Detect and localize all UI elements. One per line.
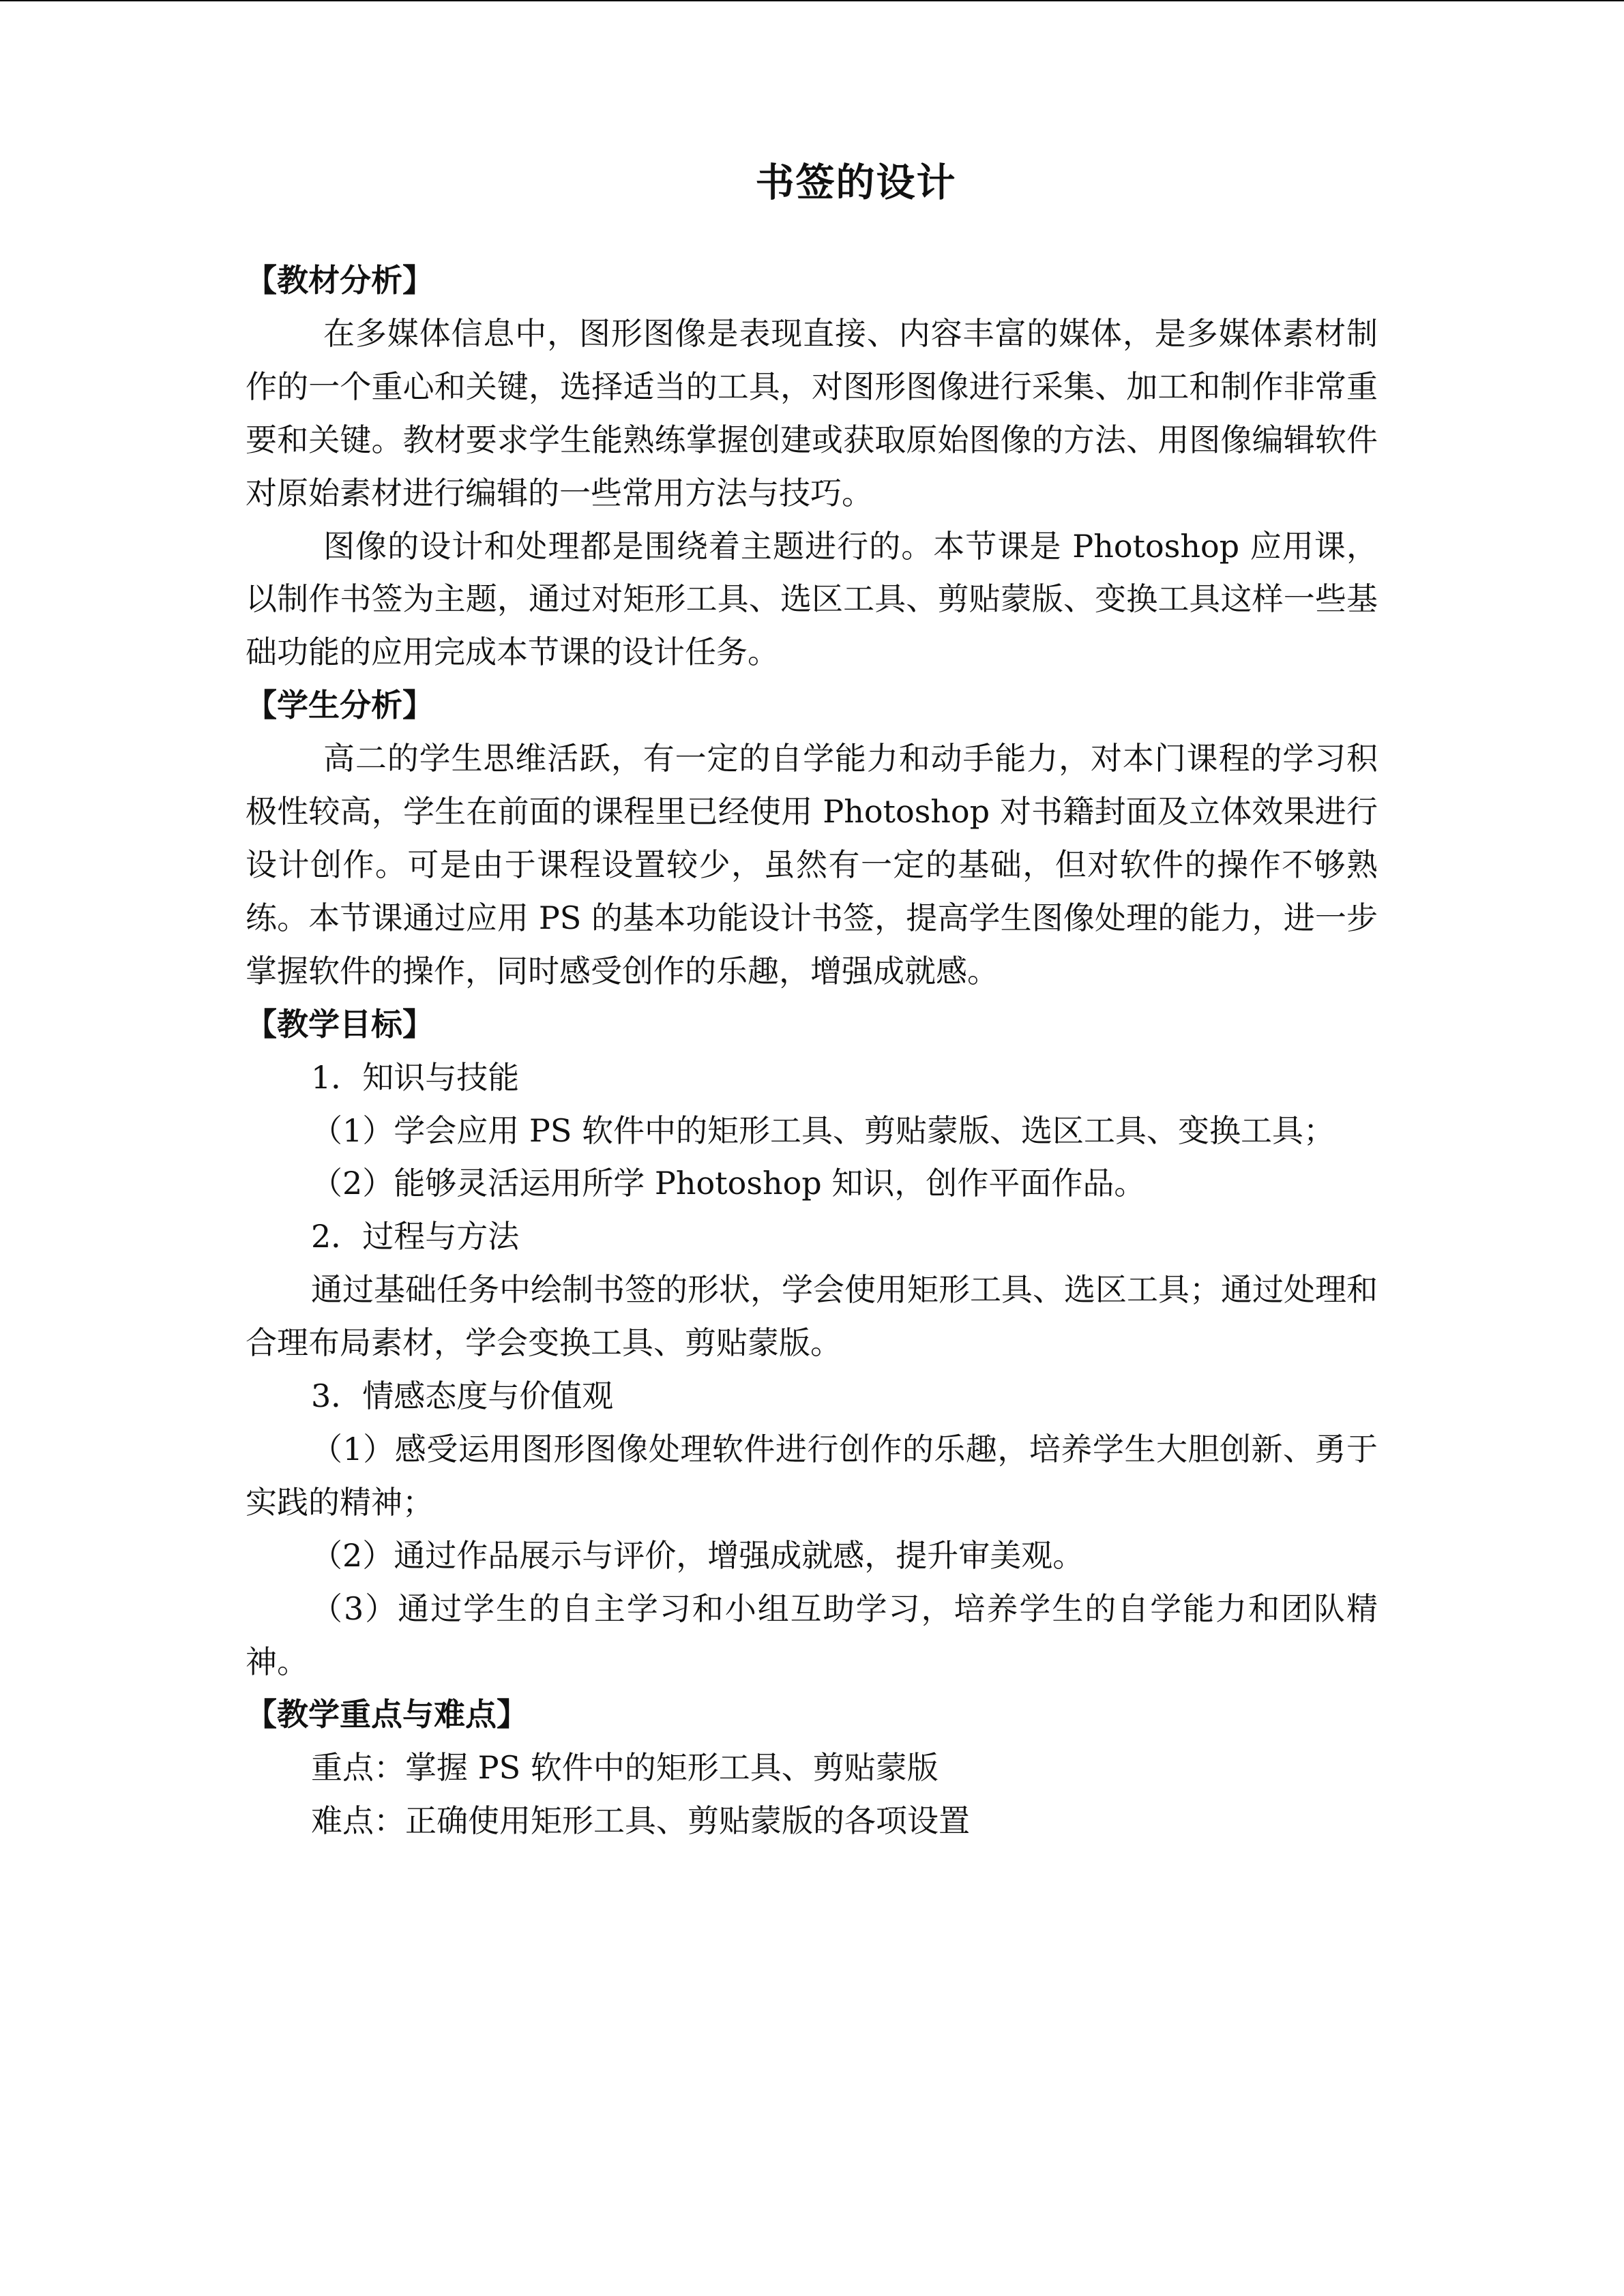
section-heading-goals: 【教学目标】 xyxy=(246,1005,434,1043)
key-point-focus: 重点：掌握 PS 软件中的矩形工具、剪贴蒙版 xyxy=(311,1749,939,1787)
students-paragraph: 高二的学生思维活跃，有一定的自学能力和动手能力，对本门课程的学习积极性较高，学生在前面的课程里已经使用 Photoshop 对书籍封面及立体效果进行设计创作。可是由于课程设置较少，虽然有一定的基础，但对软件的操作不够熟练。本节课通过应用 PS 的基本功能设计书签，提高学生图像处理的能力，进一步掌握软件的操作，同时感受创作的乐趣，增强成就感。 xyxy=(246,740,1378,989)
goal-attitude-title: 3．情感态度与价值观 xyxy=(311,1377,614,1415)
goal-attitude-item-3: （3）通过学生的自主学习和小组互助学习，培养学生的自学能力和团队精神。 xyxy=(246,1590,1378,1680)
goal-knowledge-title: 1．知识与技能 xyxy=(311,1058,520,1096)
section-heading-materials: 【教材分析】 xyxy=(246,262,434,299)
section-heading-key-points: 【教学重点与难点】 xyxy=(246,1696,528,1733)
goal-attitude-item-2: （2）通过作品展示与评价，增强成就感，提升审美观。 xyxy=(311,1536,1084,1574)
page-top-border xyxy=(0,0,1624,1)
materials-paragraph-1: 在多媒体信息中，图形图像是表现直接、内容丰富的媒体，是多媒体素材制作的一个重心和关键，选择适当的工具，对图形图像进行采集、加工和制作非常重要和关键。教材要求学生能熟练掌握创建或获取原始图像的方法、用图像编辑软件对原始素材进行编辑的一些常用方法与技巧。 xyxy=(246,314,1378,511)
goal-attitude-item-1: （1）感受运用图形图像处理软件进行创作的乐趣，培养学生大胆创新、勇于实践的精神； xyxy=(246,1430,1378,1521)
goal-knowledge-item-2: （2）能够灵活运用所学 Photoshop 知识，创作平面作品。 xyxy=(311,1165,1146,1202)
goal-knowledge-item-1: （1）学会应用 PS 软件中的矩形工具、剪贴蒙版、选区工具、变换工具； xyxy=(311,1112,1335,1149)
materials-paragraph-2: 图像的设计和处理都是围绕着主题进行的。本节课是 Photoshop 应用课，以制作书签为主题，通过对矩形工具、选区工具、剪贴蒙版、变换工具这样一些基础功能的应用完成本节课的设计任务。 xyxy=(246,527,1378,671)
key-point-difficulty: 难点：正确使用矩形工具、剪贴蒙版的各项设置 xyxy=(311,1802,970,1840)
goal-process-text: 通过基础任务中绘制书签的形状，学会使用矩形工具、选区工具；通过处理和合理布局素材，学会变换工具、剪贴蒙版。 xyxy=(246,1271,1378,1362)
document-title: 书签的设计 xyxy=(755,160,957,206)
section-heading-students: 【学生分析】 xyxy=(246,687,434,724)
document-body xyxy=(246,254,1378,1848)
goal-process-title: 2．过程与方法 xyxy=(311,1218,520,1255)
